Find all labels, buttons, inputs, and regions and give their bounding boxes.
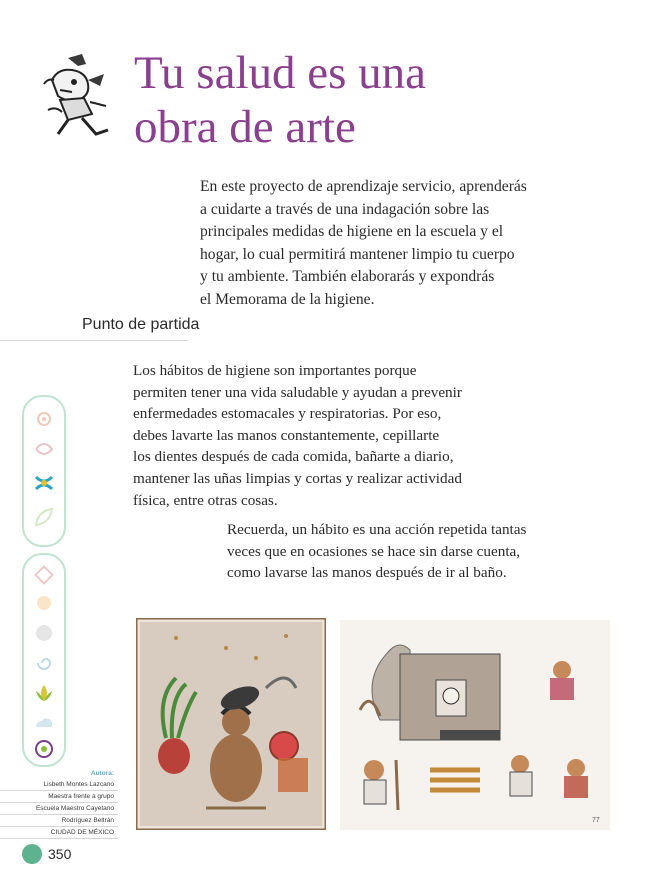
credits-line: Escuela Maestro Cayetano	[0, 803, 118, 815]
intro-paragraph	[200, 176, 545, 311]
intro-line: En este proyecto de aprendizaje servicio, aprenderás	[200, 178, 527, 195]
codex-illustration-temazcal	[340, 620, 610, 830]
sun-icon	[32, 591, 56, 615]
intro-line: principales medidas de higiene en la escuela y el	[200, 223, 504, 240]
title-line-1: Tu salud es una	[134, 47, 427, 99]
intro-line: a cuidarte a través de una indagación sobre las	[200, 200, 490, 218]
flower-icon	[32, 407, 56, 431]
page-title	[134, 46, 634, 154]
page-badge-icon	[22, 844, 42, 864]
paragraph-line: los dientes después de cada comida, bañarte a diario,	[133, 448, 454, 466]
lotus-icon	[32, 681, 56, 705]
credits-line: Lisbeth Montes Lazcano	[0, 779, 118, 791]
credits-line: Maestra frente a grupo	[0, 791, 118, 803]
intro-line: el Memorama de la higiene.	[200, 290, 375, 308]
sidebar-panel-bottom	[22, 553, 66, 767]
image-caption: 77	[592, 817, 600, 824]
codex-glyph-icon	[38, 50, 114, 140]
page-number: 350	[48, 846, 72, 862]
knot-icon	[32, 471, 56, 495]
paragraph-line: como lavarse las manos después de ir al baño.	[227, 564, 507, 582]
paragraph-line: mantener las uñas limpias y cortas y realizar actividad	[133, 469, 462, 487]
swirl-icon	[32, 437, 56, 461]
paragraph-line: veces que en ocasiones se hace sin darse cuenta,	[227, 542, 521, 560]
codex-illustration-bathing	[136, 618, 326, 830]
sidebar-panel-top	[22, 395, 66, 547]
title-line-2: obra de arte	[134, 101, 356, 153]
body-paragraph-1	[133, 360, 462, 511]
section-divider	[0, 340, 188, 341]
paragraph-line: Los hábitos de higiene son importantes porque	[133, 362, 417, 379]
paragraph-line: física, entre otras cosas.	[133, 491, 278, 509]
circle-dot-icon	[32, 737, 56, 761]
spiral-icon	[32, 651, 56, 675]
paragraph-line: enfermedades estomacales y respiratorias. Por eso,	[133, 405, 442, 423]
paragraph-line: debes lavarte las manos constantemente, cepillarte	[133, 426, 440, 444]
author-credits	[0, 768, 118, 839]
credits-label: Autora:	[90, 770, 114, 777]
intro-line: y tu ambiente. También elaborarás y expondrás	[200, 268, 495, 285]
credits-line: Rodríguez Beltrán	[0, 815, 118, 827]
cloud-icon	[32, 711, 56, 735]
body-paragraph-2	[227, 519, 526, 584]
paragraph-line: Recuerda, un hábito es una acción repetida tantas	[227, 521, 527, 538]
leaf-icon	[32, 505, 56, 529]
diamond-icon	[32, 563, 56, 587]
globe-icon	[32, 621, 56, 645]
credits-line: CIUDAD DE MÉXICO	[0, 827, 118, 839]
paragraph-line: permiten tener una vida saludable y ayudan a prevenir	[133, 383, 462, 401]
section-heading: Punto de partida	[82, 316, 200, 333]
intro-line: hogar, lo cual permitirá mantener limpio tu cuerpo	[200, 245, 515, 263]
